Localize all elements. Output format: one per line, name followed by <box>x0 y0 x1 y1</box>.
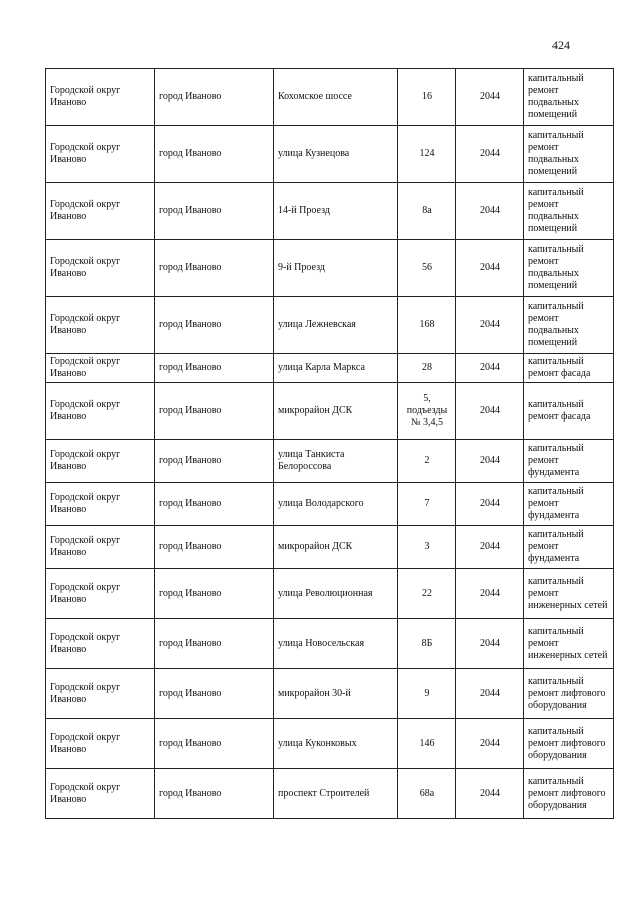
district-cell: Городской округ Иваново <box>46 240 155 297</box>
house-cell: 168 <box>398 297 456 354</box>
city-cell: город Иваново <box>155 769 274 819</box>
year-cell: 2044 <box>456 569 524 619</box>
year-cell: 2044 <box>456 240 524 297</box>
page-number: 424 <box>552 38 570 52</box>
house-cell: 56 <box>398 240 456 297</box>
house-cell: 124 <box>398 126 456 183</box>
city-cell: город Иваново <box>155 69 274 126</box>
house-cell: 3 <box>398 526 456 569</box>
table-row <box>46 69 614 126</box>
work-type-cell: капитальный ремонт лифтового оборудования <box>524 719 614 769</box>
city-cell: город Иваново <box>155 483 274 526</box>
street-cell: улица Куконковых <box>274 719 398 769</box>
work-type-cell: капитальный ремонт подвальных помещений <box>524 126 614 183</box>
street-cell: Кохомское шоссе <box>274 69 398 126</box>
year-cell: 2044 <box>456 354 524 383</box>
work-type-cell: капитальный ремонт лифтового оборудования <box>524 669 614 719</box>
year-cell: 2044 <box>456 619 524 669</box>
street-cell: улица Кузнецова <box>274 126 398 183</box>
year-cell: 2044 <box>456 669 524 719</box>
work-type-cell: капитальный ремонт инженерных сетей <box>524 569 614 619</box>
street-cell: улица Лежневская <box>274 297 398 354</box>
work-type-cell: капитальный ремонт фундамента <box>524 440 614 483</box>
work-type-cell: капитальный ремонт фундамента <box>524 483 614 526</box>
table-row <box>46 619 614 669</box>
table-row <box>46 719 614 769</box>
year-cell: 2044 <box>456 769 524 819</box>
year-cell: 2044 <box>456 719 524 769</box>
city-cell: город Иваново <box>155 669 274 719</box>
street-cell: микрорайон ДСК <box>274 526 398 569</box>
year-cell: 2044 <box>456 297 524 354</box>
work-type-cell: капитальный ремонт фундамента <box>524 526 614 569</box>
work-type-cell: капитальный ремонт лифтового оборудования <box>524 769 614 819</box>
work-type-cell: капитальный ремонт инженерных сетей <box>524 619 614 669</box>
district-cell: Городской округ Иваново <box>46 483 155 526</box>
house-cell: 9 <box>398 669 456 719</box>
house-cell: 28 <box>398 354 456 383</box>
district-cell: Городской округ Иваново <box>46 669 155 719</box>
city-cell: город Иваново <box>155 719 274 769</box>
district-cell: Городской округ Иваново <box>46 769 155 819</box>
work-type-cell: капитальный ремонт фасада <box>524 354 614 383</box>
district-cell: Городской округ Иваново <box>46 354 155 383</box>
house-cell: 2 <box>398 440 456 483</box>
year-cell: 2044 <box>456 483 524 526</box>
city-cell: город Иваново <box>155 526 274 569</box>
city-cell: город Иваново <box>155 126 274 183</box>
house-cell: 7 <box>398 483 456 526</box>
house-cell: 8Б <box>398 619 456 669</box>
district-cell: Городской округ Иваново <box>46 526 155 569</box>
table-row <box>46 440 614 483</box>
district-cell: Городской округ Иваново <box>46 569 155 619</box>
street-cell: улица Революционная <box>274 569 398 619</box>
street-cell: проспект Строителей <box>274 769 398 819</box>
work-type-cell: капитальный ремонт подвальных помещений <box>524 69 614 126</box>
house-cell: 16 <box>398 69 456 126</box>
table-row <box>46 183 614 240</box>
year-cell: 2044 <box>456 69 524 126</box>
house-cell: 68а <box>398 769 456 819</box>
district-cell: Городской округ Иваново <box>46 440 155 483</box>
work-type-cell: капитальный ремонт фасада <box>524 383 614 440</box>
year-cell: 2044 <box>456 126 524 183</box>
repair-schedule-table <box>45 68 614 819</box>
street-cell: улица Танкиста Белороссова <box>274 440 398 483</box>
street-cell: улица Володарского <box>274 483 398 526</box>
year-cell: 2044 <box>456 526 524 569</box>
city-cell: город Иваново <box>155 240 274 297</box>
district-cell: Городской округ Иваново <box>46 619 155 669</box>
table-row <box>46 526 614 569</box>
house-cell: 8а <box>398 183 456 240</box>
house-cell: 22 <box>398 569 456 619</box>
district-cell: Городской округ Иваново <box>46 297 155 354</box>
table-row <box>46 569 614 619</box>
table-row <box>46 126 614 183</box>
year-cell: 2044 <box>456 440 524 483</box>
work-type-cell: капитальный ремонт подвальных помещений <box>524 240 614 297</box>
street-cell: микрорайон 30-й <box>274 669 398 719</box>
street-cell: 9-й Проезд <box>274 240 398 297</box>
district-cell: Городской округ Иваново <box>46 719 155 769</box>
work-type-cell: капитальный ремонт подвальных помещений <box>524 183 614 240</box>
table-row <box>46 483 614 526</box>
street-cell: микрорайон ДСК <box>274 383 398 440</box>
street-cell: улица Новосельская <box>274 619 398 669</box>
house-cell: 5, подъезды № 3,4,5 <box>398 383 456 440</box>
city-cell: город Иваново <box>155 440 274 483</box>
city-cell: город Иваново <box>155 569 274 619</box>
street-cell: 14-й Проезд <box>274 183 398 240</box>
district-cell: Городской округ Иваново <box>46 69 155 126</box>
work-type-cell: капитальный ремонт подвальных помещений <box>524 297 614 354</box>
city-cell: город Иваново <box>155 354 274 383</box>
city-cell: город Иваново <box>155 383 274 440</box>
table-row <box>46 354 614 383</box>
city-cell: город Иваново <box>155 297 274 354</box>
district-cell: Городской округ Иваново <box>46 183 155 240</box>
table-row <box>46 669 614 719</box>
year-cell: 2044 <box>456 183 524 240</box>
year-cell: 2044 <box>456 383 524 440</box>
house-cell: 146 <box>398 719 456 769</box>
district-cell: Городской округ Иваново <box>46 383 155 440</box>
table-row <box>46 769 614 819</box>
table-row <box>46 383 614 440</box>
table-body <box>46 69 614 819</box>
table-row <box>46 297 614 354</box>
city-cell: город Иваново <box>155 183 274 240</box>
city-cell: город Иваново <box>155 619 274 669</box>
district-cell: Городской округ Иваново <box>46 126 155 183</box>
street-cell: улица Карла Маркса <box>274 354 398 383</box>
table-row <box>46 240 614 297</box>
